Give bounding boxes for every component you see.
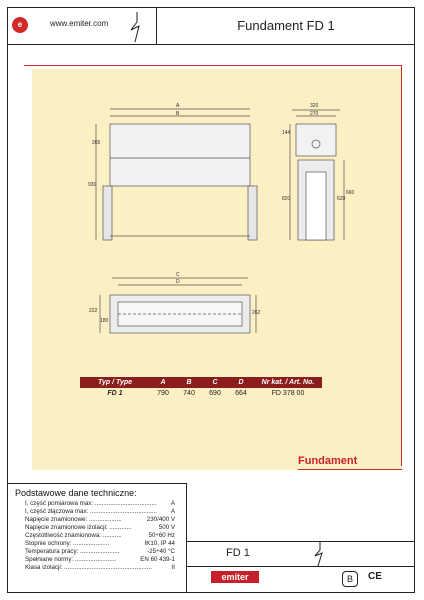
front-view-body (110, 124, 250, 186)
dim-h4-side: 660 (346, 190, 355, 196)
dim-h2-side: 820 (282, 196, 291, 202)
dim-w2-side: 270 (310, 111, 319, 117)
dim-d2-top: 180 (100, 318, 109, 324)
list-item: Napięcie znamionowe izolacji: ............. 500 V (25, 524, 175, 531)
cell-d: 664 (235, 390, 247, 397)
dim-h1-front: 265 (92, 140, 101, 146)
list-item: Napięcie znamionowe: ................... 230/400 V (25, 516, 175, 523)
col-art-no: Nr kat. / Art. No. (254, 377, 322, 388)
list-item: Temperatura pracy: ....................... -25÷40 °C (25, 548, 175, 555)
list-item: Stopnie ochrony: ..................... IK10, IP 44 (25, 540, 175, 547)
emiter-logo: emiter (211, 571, 259, 583)
cell-c: 690 (209, 390, 221, 397)
dim-h1-side: 144 (282, 130, 291, 136)
col-b: B (176, 377, 202, 388)
dim-d-top: D (176, 279, 180, 285)
dim-c-top: C (176, 272, 180, 278)
col-type: Typ / Type (80, 377, 150, 388)
dim-b-front: B (176, 111, 180, 117)
emiter-logo-icon: e (12, 17, 28, 33)
dim-d3-top: 262 (252, 310, 261, 316)
technical-data-box (7, 483, 187, 593)
col-a: A (150, 377, 176, 388)
dim-h2-front: 930 (88, 182, 97, 188)
page-title: Fundament FD 1 (237, 18, 335, 33)
cell-art-no: FD 378 00 (271, 390, 305, 397)
footer-title-band (187, 541, 415, 567)
ce-mark-icon: CE (368, 571, 382, 582)
table-row (80, 388, 322, 399)
cell-type: FD 1 (107, 390, 123, 397)
spec-table (80, 377, 322, 399)
drawing-tag: Fundament (298, 455, 358, 467)
col-d: D (228, 377, 254, 388)
footer-break-line-icon (312, 542, 326, 566)
b-mark-icon: B (342, 571, 358, 587)
website-url[interactable]: www.emiter.com (50, 19, 109, 28)
list-item: Klasa izolacji: ................................................... II (25, 564, 175, 571)
list-item: I, część złączowa max: ....................................... A (25, 508, 175, 515)
spec-table-header-row (80, 377, 322, 388)
technical-data-heading: Podstawowe dane techniczne: (15, 488, 137, 498)
cell-a: 790 (157, 390, 169, 397)
dim-a-front: A (176, 103, 180, 109)
dim-w1-side: 320 (310, 103, 319, 109)
list-item: Spełniane normy: ........................ EN 60 439-1 (25, 556, 175, 563)
cell-b: 740 (183, 390, 195, 397)
list-item: Częstotliwość znamionowa: ........... 50÷60 Hz (25, 532, 175, 539)
dim-h3-side: 620 (337, 196, 346, 202)
footer-product-name: FD 1 (226, 547, 250, 559)
list-item: I, część pomiarowa max: .................................... A (25, 500, 175, 507)
col-c: C (202, 377, 228, 388)
dim-d1-top: 222 (89, 308, 98, 314)
